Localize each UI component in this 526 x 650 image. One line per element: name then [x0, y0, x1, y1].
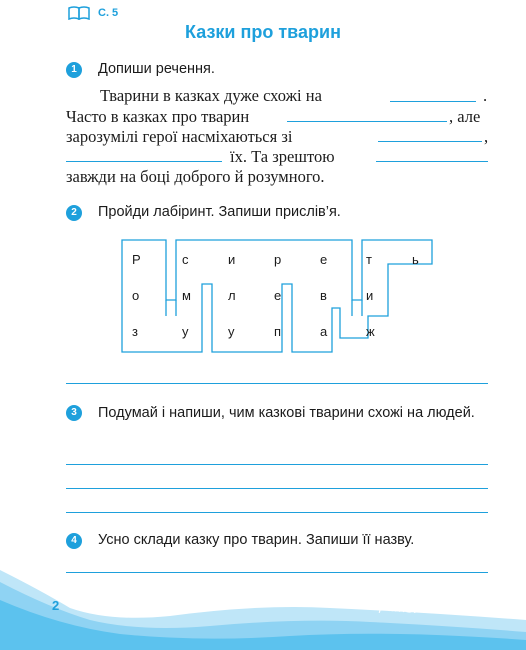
maze-letter-r1-1: Р — [132, 252, 141, 267]
maze-letter-r2-2: м — [182, 288, 191, 303]
maze-letter-r1-6: т — [366, 252, 372, 267]
maze-letter-r1-4: р — [274, 252, 282, 267]
task-4-number: 4 — [66, 533, 82, 549]
maze-letter-r1-5: е — [320, 252, 328, 267]
task-3-number: 3 — [66, 405, 82, 421]
maze-letter-r1-3: и — [228, 252, 236, 267]
sentence-line-2: Часто в казках про тварин — [66, 107, 250, 126]
maze-letter-r2-4: е — [274, 288, 282, 303]
maze-letter-r1-7: ь — [412, 252, 419, 267]
maze-letter-r1-2: с — [182, 252, 189, 267]
sentence-line-2-end: , але — [449, 107, 481, 126]
maze-letter-r3-6: ж — [366, 324, 375, 339]
sentence-line-5: завжди на боці доброго й розумного. — [66, 167, 325, 186]
maze-letter-r3-1: з — [132, 324, 138, 339]
task-3-instruction: Подумай і напиши, чим казкові тварини схожі на людей. — [98, 405, 475, 421]
task-4-instruction: Усно склади казку про тварин. Запиши її назву. — [98, 532, 415, 548]
task-1-instruction: Допиши речення. — [98, 61, 215, 77]
task-2-number: 2 — [66, 205, 82, 221]
maze-letter-r3-5: а — [320, 324, 328, 339]
maze-letter-r3-4: п — [274, 324, 282, 339]
sentence-line-4: їх. Та зрештою — [230, 147, 335, 166]
page-title: Казки про тварин — [185, 22, 341, 42]
page-reference-text: С. 5 — [98, 7, 119, 19]
sentence-line-3: зарозумілі герої насміхаються зі — [66, 127, 293, 146]
maze-letter-r2-3: л — [228, 288, 236, 303]
svg-text:І тварина розумна, дарма що не — [127, 582, 418, 616]
maze-letter-r2-1: о — [132, 288, 140, 303]
footer-proverb-text: І тварина розумна, дарма що не говорить. — [127, 582, 419, 617]
sentence-line-1-end: . — [483, 86, 488, 105]
maze-letter-r2-5: в — [320, 288, 327, 303]
sentence-line-3-end: , — [484, 127, 489, 146]
maze-letter-r2-6: и — [366, 288, 374, 303]
task-1-number: 1 — [66, 62, 82, 78]
sentence-line-1: Тварини в казках дуже схожі на — [100, 86, 322, 105]
maze-letter-r3-2: у — [182, 324, 189, 339]
task-2-instruction: Пройди лабіринт. Запиши прислів’я. — [98, 204, 341, 220]
page-number: 2 — [52, 598, 60, 613]
maze-letter-r3-3: у — [228, 324, 235, 339]
